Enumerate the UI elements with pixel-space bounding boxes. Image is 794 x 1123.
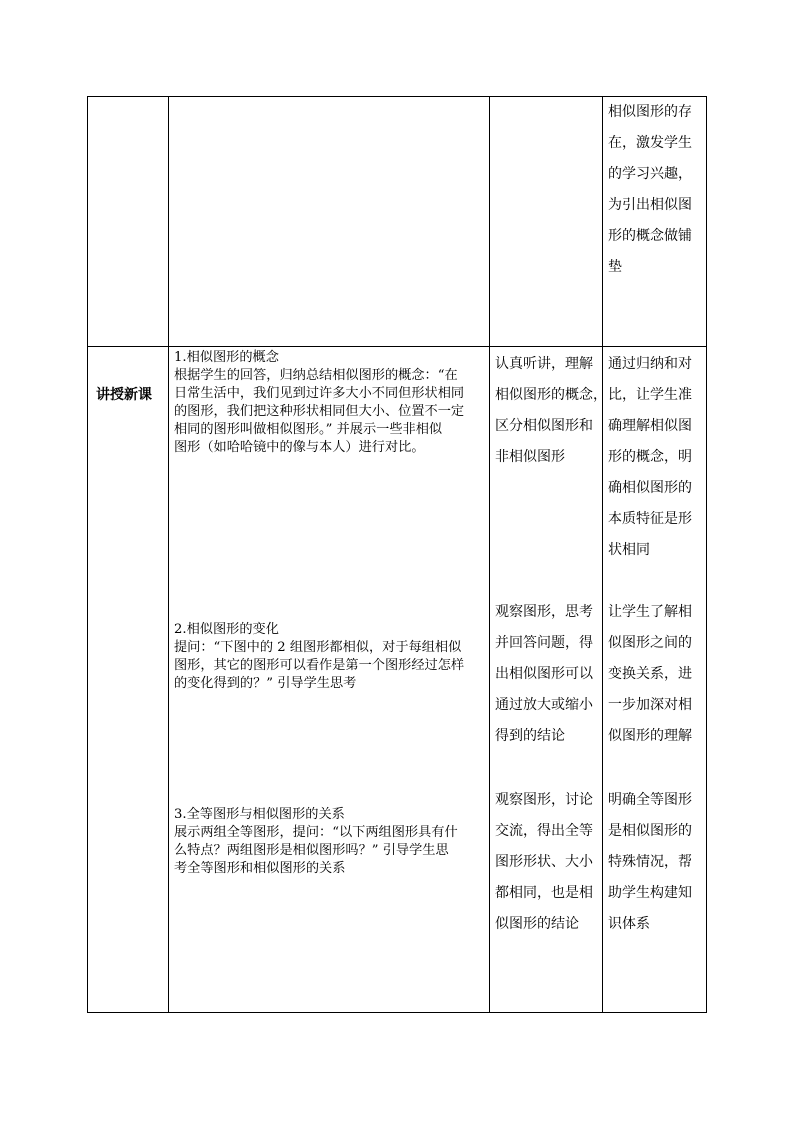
- design-purpose-1: [608, 349, 703, 566]
- content-line: 日常生活中，我们见到过许多大小不同但形状相同: [174, 386, 465, 401]
- content-line: 相同的图形叫做相似图形。” 并展示一些非相似: [174, 422, 443, 437]
- student-line: 相似图形的概念，: [495, 387, 607, 403]
- design-purpose-3: [608, 785, 703, 940]
- row1-content-cell: [169, 97, 489, 346]
- student-line: 区分相似图形和: [495, 418, 593, 434]
- student-activity-1: [495, 349, 607, 473]
- student-line: 出相似图形可以: [495, 666, 593, 682]
- content-line: 么特点？两组图形是相似图形吗？” 引导学生思: [174, 843, 449, 858]
- student-line: 观察图形，思考: [495, 604, 593, 620]
- purpose-line: 特殊情况，帮: [608, 854, 692, 870]
- content-line: 的图形，我们把这种形状相同但大小、位置不一定: [174, 404, 465, 419]
- purpose-line: 在，激发学生: [608, 135, 692, 151]
- content-section-2: [174, 621, 486, 693]
- purpose-line: 的学习兴趣，: [608, 166, 692, 182]
- student-line: 都相同，也是相: [495, 885, 593, 901]
- content-section-1: [174, 349, 486, 457]
- purpose-line: 变换关系，进: [608, 666, 692, 682]
- student-line: 非相似图形: [495, 449, 565, 465]
- row1-purpose-cell: [608, 97, 703, 283]
- content-section-3: [174, 806, 486, 878]
- purpose-line: 确理解相似图: [608, 418, 692, 434]
- lesson-plan-table: [87, 96, 707, 1013]
- purpose-line: 本质特征是形: [608, 511, 692, 527]
- purpose-line: 似图形之间的: [608, 635, 692, 651]
- purpose-line: 形的概念，明: [608, 449, 692, 465]
- purpose-line: 明确全等图形: [608, 792, 692, 808]
- purpose-line: 是相似图形的: [608, 823, 692, 839]
- purpose-line: 识体系: [608, 916, 650, 932]
- row-divider: [88, 346, 706, 347]
- design-purpose-2: [608, 597, 703, 752]
- purpose-line: 一步加深对相: [608, 697, 692, 713]
- purpose-line: 似图形的理解: [608, 728, 692, 744]
- student-activity-3: [495, 785, 601, 940]
- content-line: 考全等图形和相似图形的关系: [174, 861, 346, 876]
- content-line: 3.全等图形与相似图形的关系: [174, 807, 345, 822]
- content-line: 1.相似图形的概念: [174, 350, 279, 365]
- purpose-line: 助学生构建知: [608, 885, 692, 901]
- student-line: 认真听讲，理解: [495, 356, 593, 372]
- purpose-line: 状相同: [608, 542, 650, 558]
- student-line: 交流，得出全等: [495, 823, 593, 839]
- student-line: 得到的结论: [495, 728, 565, 744]
- purpose-line: 相似图形的存: [608, 104, 692, 120]
- purpose-line: 让学生了解相: [608, 604, 692, 620]
- purpose-line: 通过归纳和对: [608, 356, 692, 372]
- row1-label-cell: [88, 97, 168, 346]
- content-line: 提问：“下图中的 2 组图形都相似，对于每组相似: [174, 640, 462, 655]
- purpose-line: 形的概念做铺: [608, 228, 692, 244]
- content-line: 图形，其它的图形可以看作是第一个图形经过怎样: [174, 658, 465, 673]
- content-line: 根据学生的回答，归纳总结相似图形的概念：“在: [174, 368, 458, 383]
- content-line: 2.相似图形的变化: [174, 622, 279, 637]
- student-line: 似图形的结论: [495, 916, 579, 932]
- purpose-line: 比，让学生准: [608, 387, 692, 403]
- student-line: 通过放大或缩小: [495, 697, 593, 713]
- purpose-line: 确相似图形的: [608, 480, 692, 496]
- section-label: 讲授新课: [96, 387, 152, 403]
- student-activity-2: [495, 597, 601, 752]
- purpose-line: 垫: [608, 259, 622, 275]
- student-line: 并回答问题，得: [495, 635, 593, 651]
- student-line: 观察图形，讨论: [495, 792, 593, 808]
- content-line: 展示两组全等图形，提问：“以下两组图形具有什: [174, 825, 458, 840]
- content-line: 的变化得到的？” 引导学生思考: [174, 676, 357, 691]
- student-line: 图形形状、大小: [495, 854, 593, 870]
- row1-student-cell: [490, 97, 602, 346]
- purpose-line: 为引出相似图: [608, 197, 692, 213]
- content-line: 图形（如哈哈镜中的像与本人）进行对比。: [174, 440, 425, 455]
- column-divider: [602, 97, 603, 1012]
